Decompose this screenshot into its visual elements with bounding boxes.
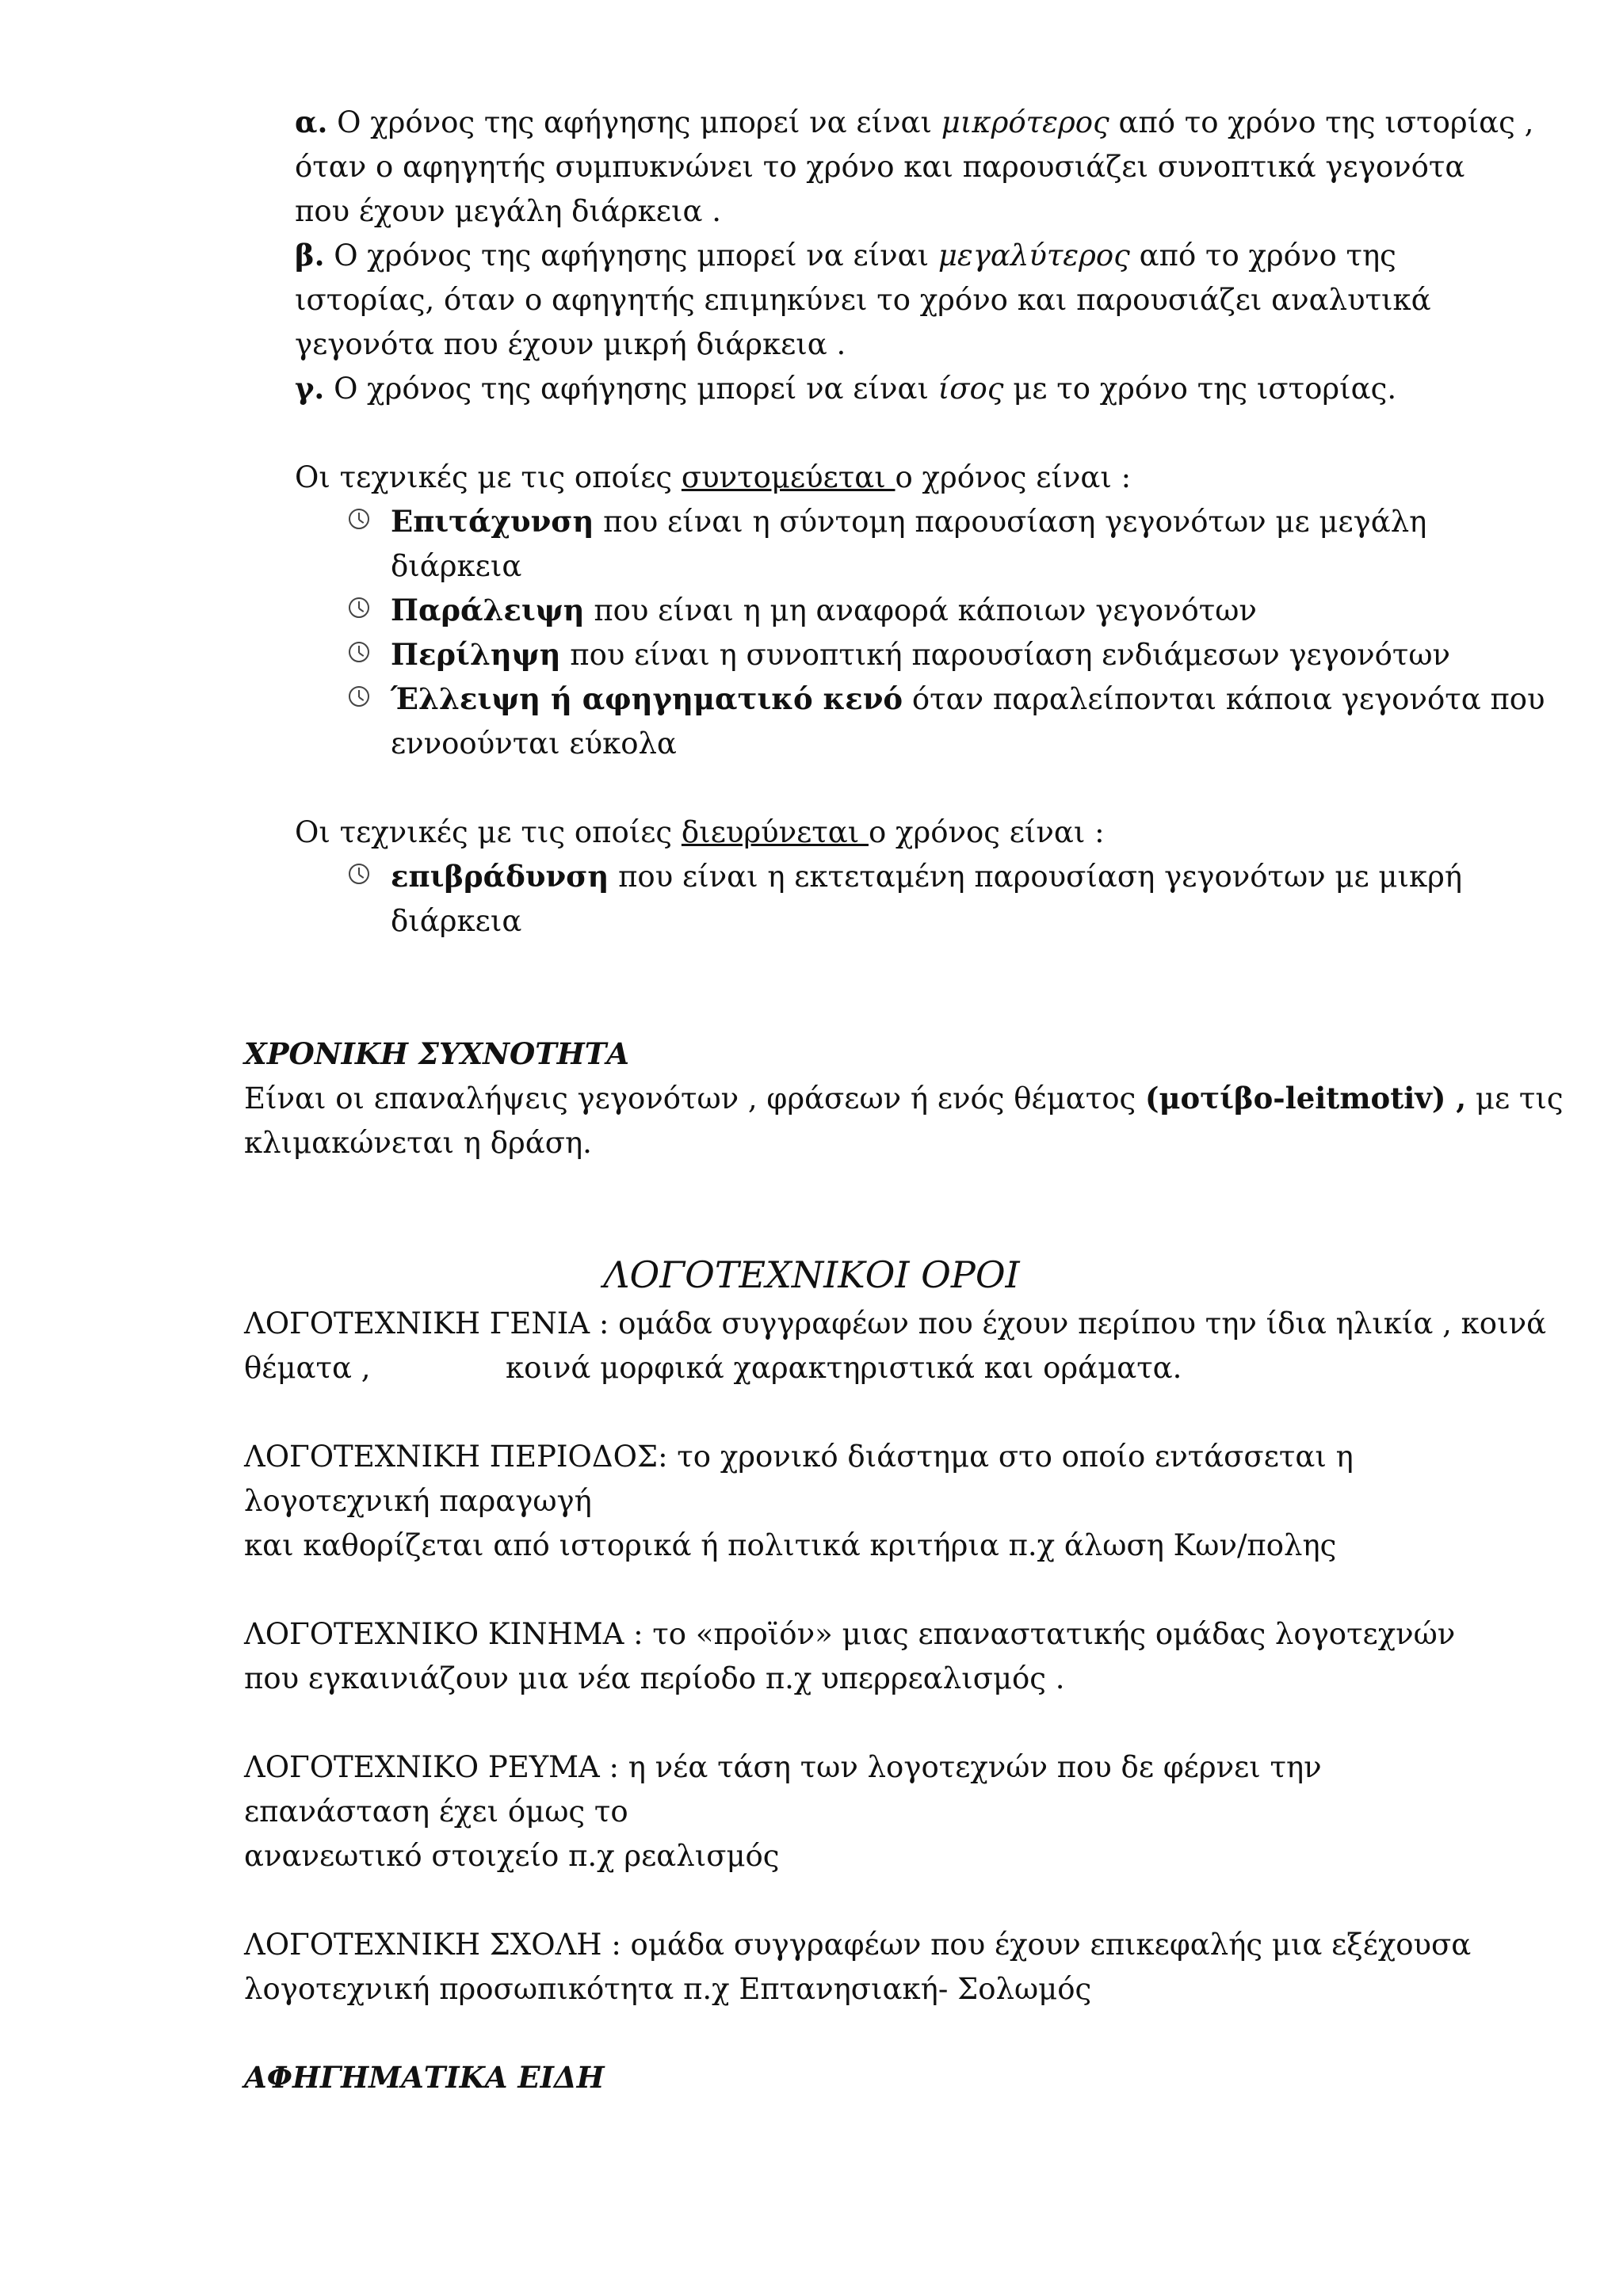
- period-line-2: λογοτεχνική παραγωγή: [244, 1484, 592, 1518]
- clock-bullet-icon: [349, 686, 369, 707]
- text: από το χρόνο της ιστορίας ,: [1109, 105, 1534, 139]
- text: Οι τεχνικές με τις οποίες: [295, 815, 682, 849]
- text: που είναι η εκτεταμένη παρουσίαση γεγονότων με μικρή: [609, 860, 1462, 894]
- paragraph-a-line-1: [295, 105, 1534, 139]
- text: που είναι η μη αναφορά κάποιων γεγονότων: [584, 593, 1257, 627]
- clock-bullet-icon: [349, 597, 369, 618]
- text: που είναι η συνοπτική παρουσίαση ενδιάμεσων γεγονότων: [560, 638, 1451, 672]
- bullet-item: [391, 681, 1545, 716]
- term: Παράλειψη: [391, 593, 585, 627]
- paragraph-c-line-1: [295, 371, 1397, 406]
- text: Ο χρόνος της αφήγησης μπορεί να είναι: [327, 105, 941, 139]
- paragraph-b-line-1: [295, 238, 1396, 273]
- generation-line-2a: θέματα ,: [244, 1351, 371, 1385]
- term: επιβράδυνση: [391, 859, 609, 894]
- term: Επιτάχυνση: [391, 504, 594, 539]
- movement-line-1: ΛΟΓΟΤΕΧΝΙΚΟ ΚΙΝΗΜΑ : το «προϊόν» μιας επαναστατικής ομάδας λογοτεχνών: [244, 1617, 1456, 1651]
- emphasis: μεγαλύτερος: [938, 238, 1130, 273]
- clock-bullet-icon: [349, 642, 369, 662]
- bullet-item-continuation: εννοούνται εύκολα: [391, 727, 677, 761]
- frequency-line-1: [244, 1081, 1564, 1116]
- current-line-2: επανάσταση έχει όμως το: [244, 1794, 628, 1829]
- text: ο χρόνος είναι :: [868, 815, 1105, 849]
- text: Ο χρόνος της αφήγησης μπορεί να είναι: [324, 372, 938, 406]
- label-c: γ.: [295, 371, 325, 406]
- emphasis: ίσος: [938, 372, 1004, 406]
- frequency-heading: ΧΡΟΝΙΚΗ ΣΥΧΝΟΤΗΤΑ: [244, 1036, 629, 1071]
- bullet-item: [391, 593, 1257, 627]
- paragraph-a-line-2: όταν ο αφηγητής συμπυκνώνει το χρόνο και παρουσιάζει συνοπτικά γεγονότα: [295, 150, 1465, 184]
- term: Έλλειψη ή αφηγηματικό κενό: [391, 681, 903, 716]
- term: Περίληψη: [391, 637, 561, 672]
- text: Ο χρόνος της αφήγησης μπορεί να είναι: [324, 238, 938, 273]
- school-line-2: λογοτεχνική προσωπικότητα π.χ Επτανησιακή- Σολωμός: [244, 1972, 1092, 2006]
- narrative-genres-heading: ΑΦΗΓΗΜΑΤΙΚΑ ΕΙΔΗ: [244, 2060, 605, 2095]
- school-line-1: ΛΟΓΟΤΕΧΝΙΚΗ ΣΧΟΛΗ : ομάδα συγγραφέων που έχουν επικεφαλής μια εξέχουσα: [244, 1928, 1472, 1962]
- text: που είναι η σύντομη παρουσίαση γεγονότων με μεγάλη: [594, 505, 1427, 539]
- text: όταν παραλείπονται κάποια γεγονότα που: [903, 682, 1545, 716]
- text: Οι τεχνικές με τις οποίες: [295, 460, 682, 494]
- paragraph-b-line-3: γεγονότα που έχουν μικρή διάρκεια .: [295, 327, 846, 361]
- bullet-item: [391, 859, 1462, 894]
- paragraph-b-line-2: ιστορίας, όταν ο αφηγητής επιμηκύνει το χρόνο και παρουσιάζει αναλυτικά: [295, 283, 1431, 317]
- text: από το χρόνο της: [1129, 238, 1396, 273]
- bullet-item-continuation: διάρκεια: [391, 904, 522, 938]
- movement-line-2: που εγκαινιάζουν μια νέα περίοδο π.χ υπερρεαλισμός .: [244, 1661, 1065, 1695]
- paragraph-a-line-3: που έχουν μεγάλη διάρκεια .: [295, 194, 721, 228]
- emphasis: μικρότερος: [941, 105, 1109, 139]
- bullet-item: [391, 504, 1427, 539]
- period-line-1: ΛΟΓΟΤΕΧΝΙΚΗ ΠΕΡΙΟΔΟΣ: το χρονικό διάστημα στο οποίο εντάσσεται η: [244, 1440, 1354, 1474]
- generation-line-2b: κοινά μορφικά χαρακτηριστικά και οράματα.: [506, 1351, 1182, 1385]
- current-line-1: ΛΟΓΟΤΕΧΝΙΚΟ ΡΕΥΜΑ : η νέα τάση των λογοτεχνών που δε φέρνει την: [244, 1750, 1322, 1784]
- current-line-3: ανανεωτικό στοιχείο π.χ ρεαλισμός: [244, 1839, 780, 1873]
- frequency-line-2: κλιμακώνεται η δράση.: [244, 1126, 592, 1160]
- text: με το χρόνο της ιστορίας.: [1003, 372, 1397, 406]
- bullet-item-continuation: διάρκεια: [391, 549, 522, 583]
- period-line-3: και καθορίζεται από ιστορικά ή πολιτικά κριτήρια π.χ άλωση Κων/πολης: [244, 1528, 1337, 1562]
- bold-term: (μοτίβο-leitmotiv) ,: [1144, 1081, 1467, 1116]
- underlined-term: συντομεύεται: [681, 460, 896, 494]
- extend-intro: [295, 815, 1105, 849]
- bullet-item: [391, 637, 1451, 672]
- section-title: ΛΟΓΟΤΕΧΝΙΚΟΙ ΟΡΟΙ: [603, 1253, 1020, 1296]
- clock-bullet-icon: [349, 509, 369, 529]
- generation-line-1: ΛΟΓΟΤΕΧΝΙΚΗ ΓΕΝΙΑ : ομάδα συγγραφέων που έχουν περίπου την ίδια ηλικία , κοινά: [244, 1306, 1547, 1341]
- text: ο χρόνος είναι :: [895, 460, 1132, 494]
- label-b: β.: [295, 238, 325, 273]
- clock-bullet-icon: [349, 864, 369, 884]
- text: Είναι οι επαναλήψεις γεγονότων , φράσεων ή ενός θέματος: [244, 1081, 1145, 1116]
- shorten-intro: [295, 460, 1132, 494]
- text: με τις: [1466, 1081, 1564, 1116]
- label-a: α.: [295, 105, 328, 139]
- underlined-term: διευρύνεται: [681, 815, 869, 849]
